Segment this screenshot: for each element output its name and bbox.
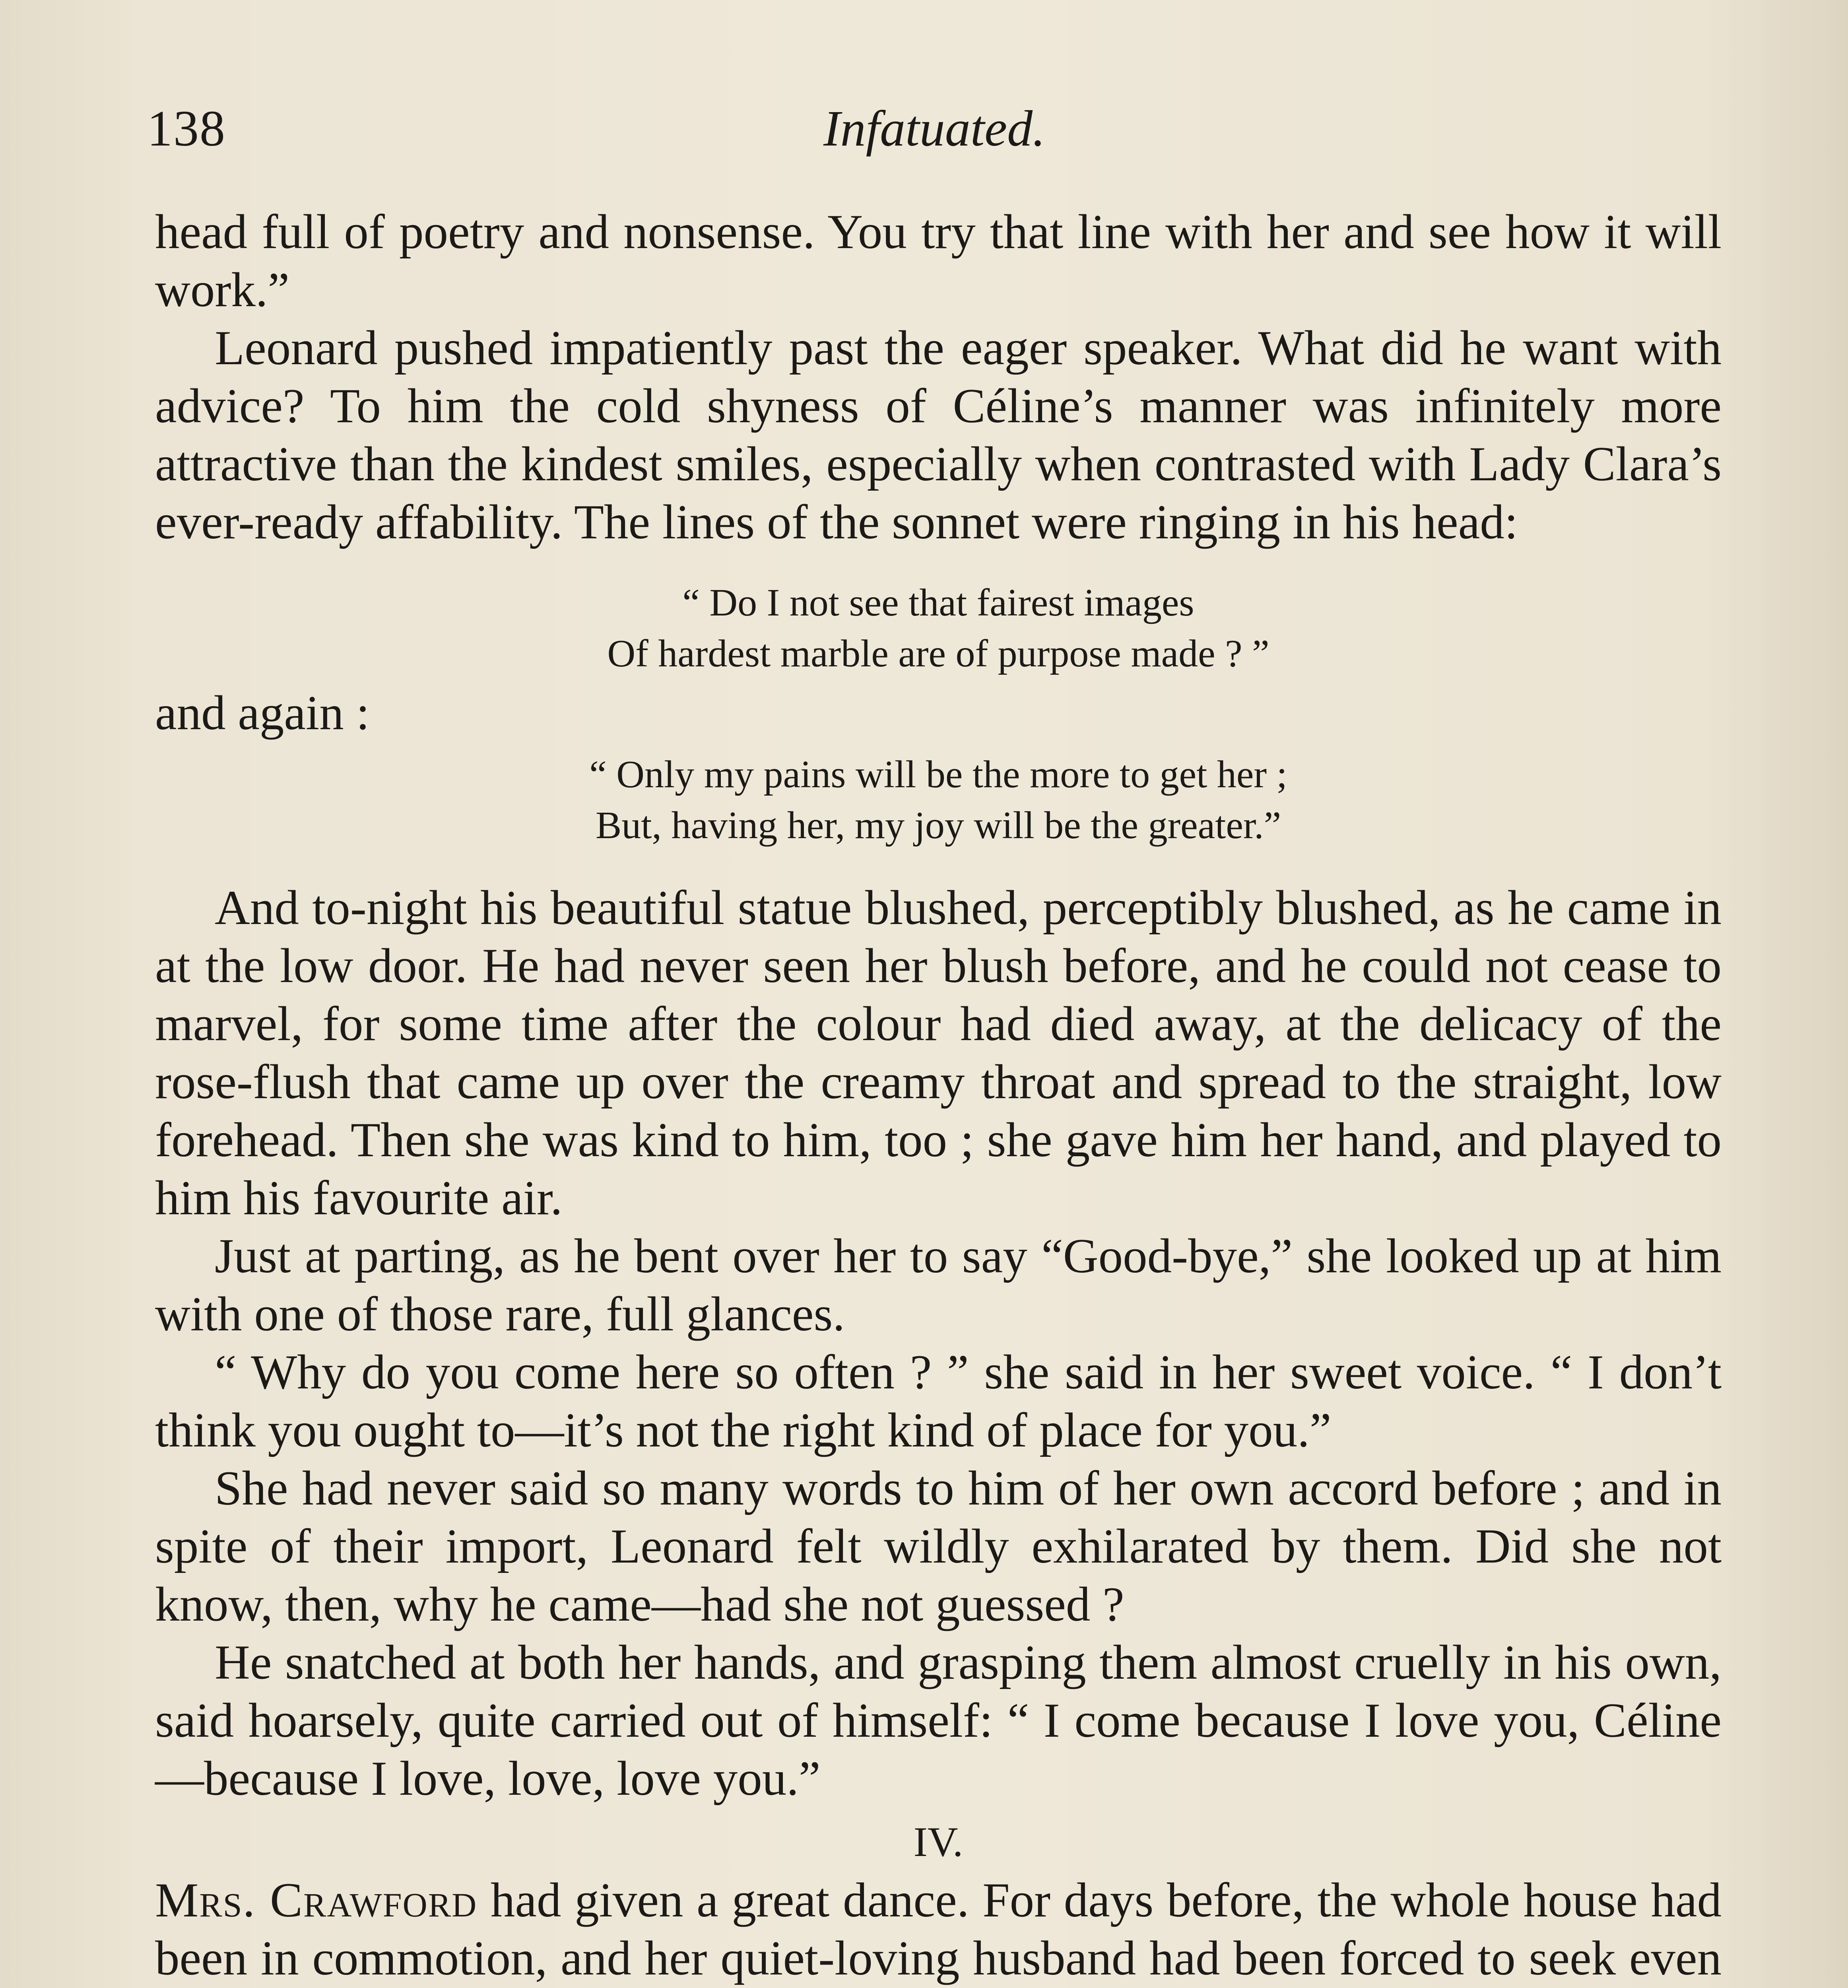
paragraph-9-text: had given a great dance. For days before, the whole house had been in commotion, and her quiet-loving husband had been forced to seek even xyxy=(155,1873,1722,1985)
paragraph-7: She had never said so many words to him of her own accord before ; and in spite of their import, Leonard felt wildly exhilarated by them. Did she not know, then, why he came—had she not guessed ? xyxy=(155,1461,1722,1631)
body-text xyxy=(155,203,1722,1988)
paragraph-6: “ Why do you come here so often ? ” she said in her sweet voice. “ I don’t think you ought to—it’s not the right kind of place for you.” xyxy=(155,1345,1722,1457)
paragraph-9-lead: Mrs. Crawford xyxy=(155,1873,478,1927)
verse-quote-2 xyxy=(155,749,1722,851)
paragraph-5: Just at parting, as he bent over her to say “Good-bye,” she looked up at him with one of those rare, full glances. xyxy=(155,1229,1722,1341)
page-header xyxy=(147,99,1722,163)
verse-2-line-1: “ Only my pains will be the more to get her ; xyxy=(589,753,1287,796)
paragraph-4: And to-night his beautiful statue blushed, perceptibly blushed, as he came in at the low door. He had never seen her blush before, and he could not cease to marvel, for some time after the colour had died away, at the delicacy of the rose-flush that came up over the creamy throat and spread to the straight, low forehead. Then she was kind to him, too ; she gave him her hand, and played to him his favourite air. xyxy=(155,880,1722,1225)
verse-1-line-1: “ Do I not see that fairest images xyxy=(682,581,1194,624)
verse-1-line-2: Of hardest marble are of purpose made ? ” xyxy=(607,632,1270,675)
section-heading: IV. xyxy=(913,1819,963,1865)
paragraph-8: He snatched at both her hands, and grasping them almost cruelly in his own, said hoarsely, quite carried out of himself: “ I come because I love you, Céline—because I love, love, love you.” xyxy=(155,1635,1722,1806)
page-number: 138 xyxy=(147,100,226,157)
paragraph-9 xyxy=(155,1871,1722,1988)
verse-quote-1 xyxy=(155,577,1722,679)
running-title: Infatuated. xyxy=(823,100,1046,157)
paragraph-3: and again : xyxy=(155,685,370,740)
paragraph-2: Leonard pushed impatiently past the eager speaker. What did he want with advice? To him the cold shyness of Céline’s manner was infinitely more attractive than the kindest smiles, especially when contrasted with Lady Clara’s ever-ready affability. The lines of the sonnet were ringing in his head: xyxy=(155,320,1722,549)
verse-2-line-2: But, having her, my joy will be the greater.” xyxy=(595,804,1281,847)
paragraph-1: head full of poetry and nonsense. You try that line with her and see how it will work.” xyxy=(155,204,1722,317)
